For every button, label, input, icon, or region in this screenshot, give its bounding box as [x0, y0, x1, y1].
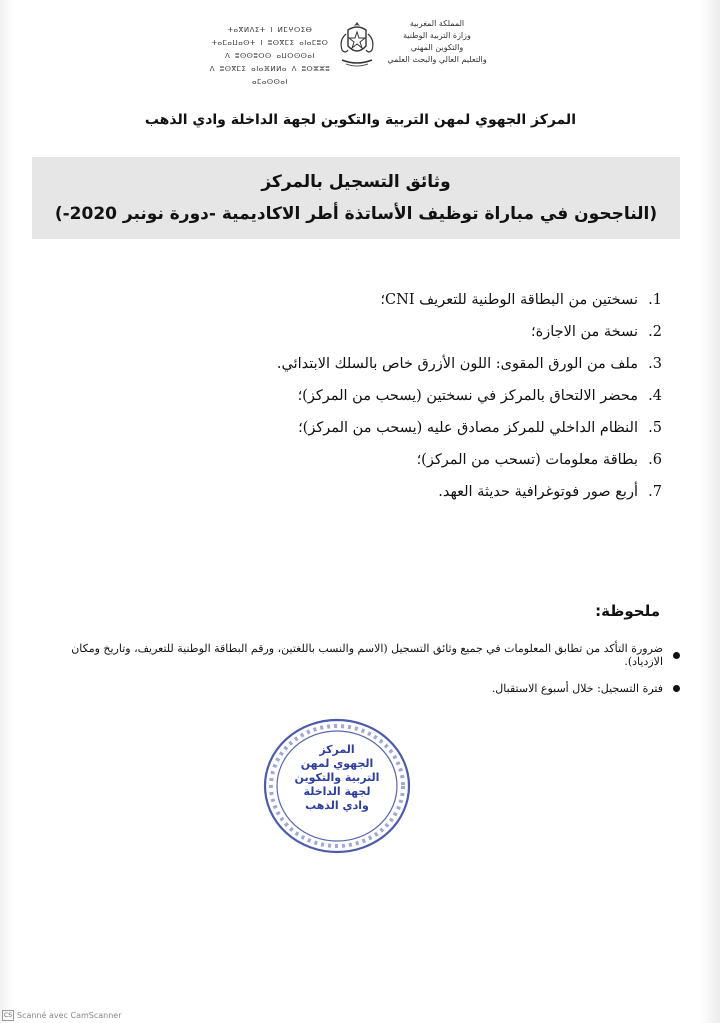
list-item: [170, 356, 662, 388]
bullet-icon: [673, 652, 680, 659]
documents-list: [170, 292, 662, 516]
scanner-footer: [2, 1008, 122, 1022]
list-item-text: بطاقة معلومات (تسحب من المركز)؛: [416, 452, 638, 468]
document-subtitle: (الناجحون في مباراة توظيف الأساتذة أطر الاكاديمية -دورة نونبر 2020-): [54, 204, 658, 224]
header-arabic-line: والتكوين المهني: [410, 43, 464, 52]
stamp-line: التربية والتكوين: [294, 771, 380, 784]
header-tifinagh-line: ⴷ ⵓⵙⵙⵓⵔⵙ ⴰⵡⵔⵙⵙⴰⵏ: [225, 52, 315, 60]
list-item-text: النظام الداخلي للمركز مصادق عليه (يسحب من المركز)؛: [298, 420, 638, 436]
list-item-text: أربع صور فوتوغرافية حديثة العهد.: [438, 484, 638, 500]
list-item-text: نسختين من البطاقة الوطنية للتعريف CNI؛: [380, 292, 638, 308]
header-tifinagh-line: ⴷ ⵓⵙⴳⵎⵉ ⴰⵏⴰⴼⵍⵍⴰ ⴷ ⵓⵔⵣⵣⵓ ⴰⵎⴰⵙⵙⴰⵏ: [209, 65, 331, 86]
scanner-label: Scanné avec CamScanner: [17, 1010, 122, 1020]
list-item-number: 5.: [648, 420, 662, 436]
list-item: [170, 484, 662, 516]
stamp-line: وادي الذهب: [305, 799, 369, 812]
header-arabic-line: والتعليم العالي والبحث العلمي: [387, 55, 487, 64]
note-text: ضرورة التأكد من تطابق المعلومات في جميع وثائق التسجيل (الاسم والنسب باللغتين، ورقم البطاقة الوطنية للتعريف، وتاريخ ومكان الازدياد).: [71, 642, 663, 668]
kingdom-emblem-icon: [336, 20, 378, 70]
header-arabic-line: المملكة المغربية: [409, 19, 465, 28]
list-item: [170, 324, 662, 356]
stamp-text: [290, 743, 384, 813]
list-item-number: 6.: [648, 452, 662, 468]
list-item: [170, 420, 662, 452]
list-item-number: 2.: [648, 324, 662, 340]
stamp-line: لجهة الداخلة: [303, 785, 371, 798]
list-item: [170, 452, 662, 484]
header-tifinagh-block: [200, 24, 340, 89]
note-item: [60, 682, 680, 695]
header-tifinagh-line: ⵜⴰⴳⵍⴷⵉⵜ ⵏ ⵍⵎⵖⵔⵉⴱ: [227, 26, 313, 34]
list-item-number: 3.: [648, 356, 662, 372]
list-item-text: ملف من الورق المقوى: اللون الأزرق خاص بالسلك الابتدائي.: [276, 356, 638, 372]
camscanner-logo-icon: CS: [4, 1011, 12, 1019]
list-item: [170, 388, 662, 420]
title-box: [32, 157, 680, 239]
list-item: [170, 292, 662, 324]
center-name: المركز الجهوي لمهن التربية والتكوين لجهة الداخلة وادي الذهب: [144, 112, 576, 128]
document-title: وثائق التسجيل بالمركز: [261, 172, 451, 192]
note-item: [60, 642, 680, 668]
list-item-number: 1.: [648, 292, 662, 308]
notes-heading: ملحوظة:: [595, 602, 660, 620]
list-item-number: 4.: [648, 388, 662, 404]
list-item-text: نسخة من الاجازة؛: [530, 324, 638, 340]
bullet-icon: [673, 685, 680, 692]
stamp-line: الجهوي لمهن: [300, 757, 374, 770]
header-tifinagh-line: ⵜⴰⵎⴰⵡⴰⵙⵜ ⵏ ⵓⵙⴳⵎⵉ ⴰⵏⴰⵎⵓⵔ: [211, 39, 329, 47]
note-text: فترة التسجيل: خلال أسبوع الاستقبال.: [491, 682, 663, 695]
stamp-line: المركز: [319, 743, 355, 756]
header-arabic-line: وزارة التربية الوطنية: [403, 31, 471, 40]
header-arabic-block: [376, 18, 498, 66]
list-item-number: 7.: [648, 484, 662, 500]
list-item-text: محضر الالتحاق بالمركز في نسختين (يسحب من المركز)؛: [297, 388, 638, 404]
